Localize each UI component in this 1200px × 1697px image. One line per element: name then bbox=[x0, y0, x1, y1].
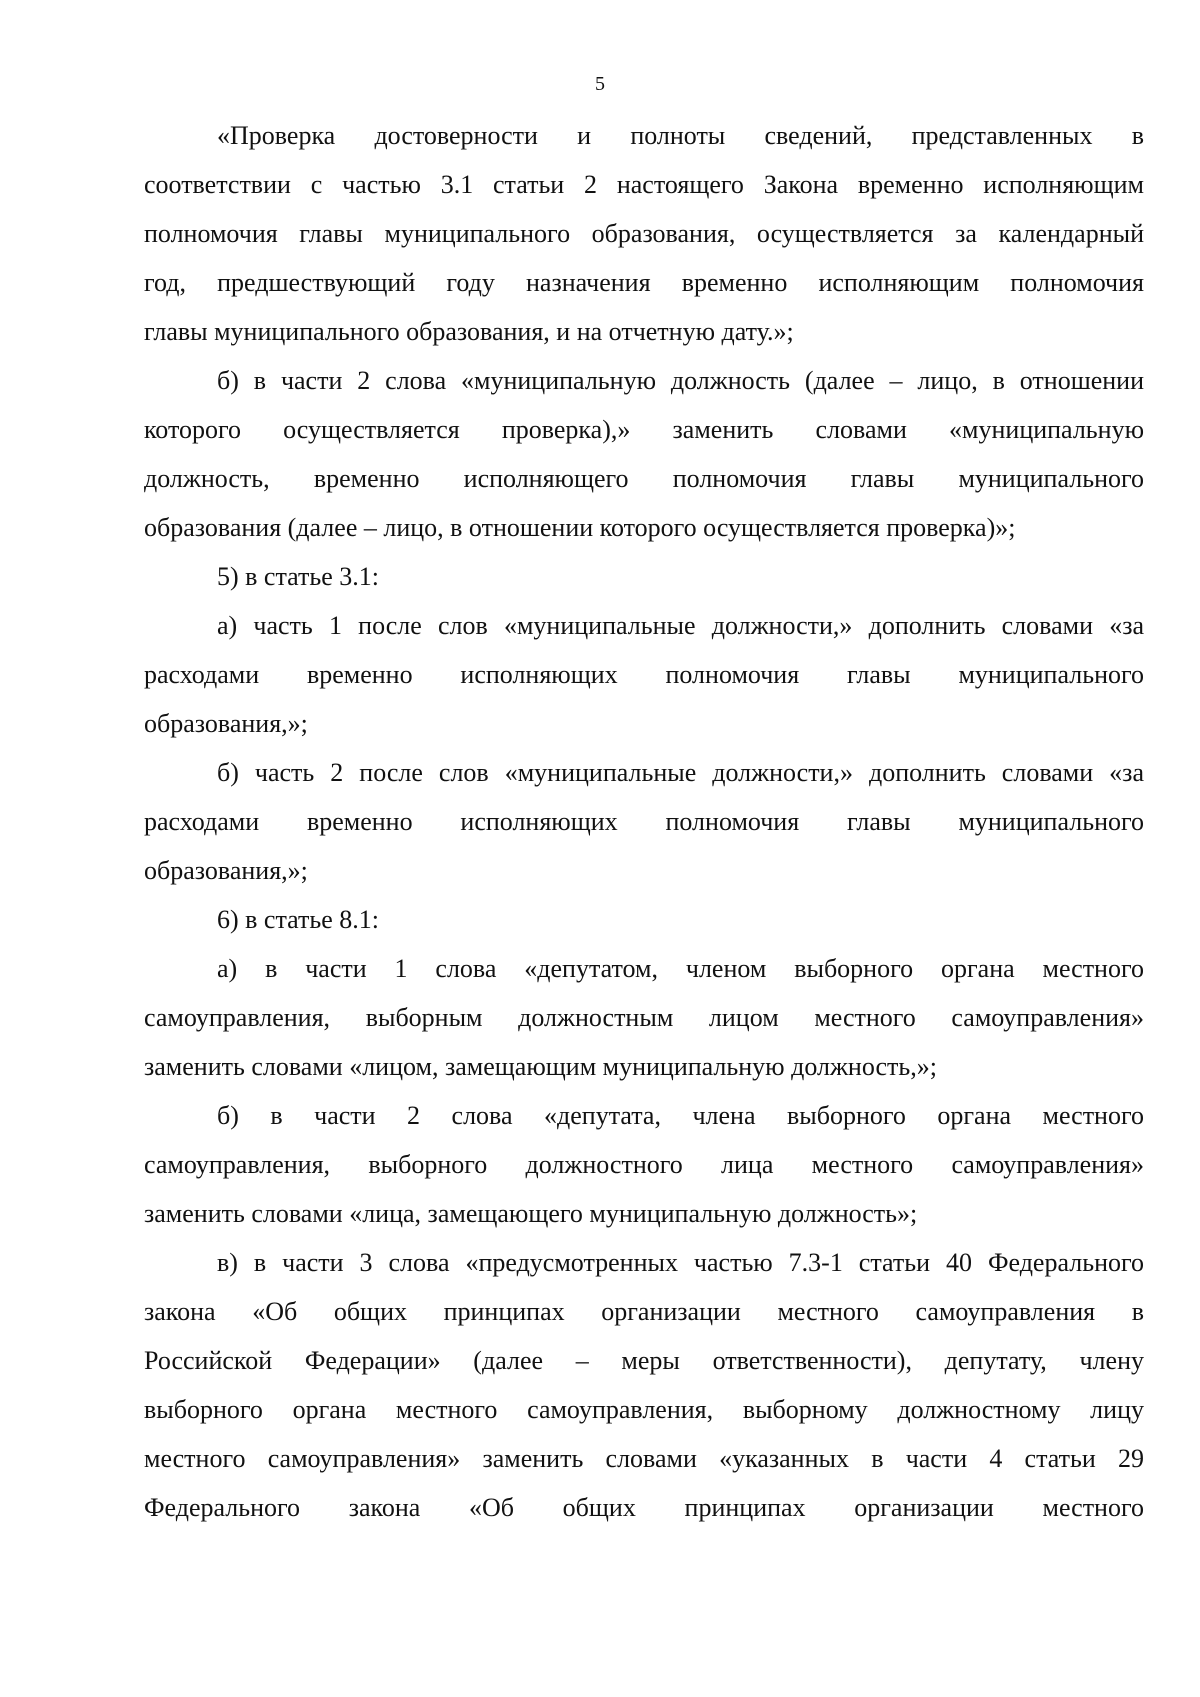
text-line: б) часть 2 после слов «муниципальные должности,» дополнить словами «за bbox=[217, 758, 1144, 787]
text-line: соответствии с частью 3.1 статьи 2 настоящего Закона временно исполняющим bbox=[144, 170, 1144, 199]
text-line: 5) в статье 3.1: bbox=[217, 562, 380, 591]
text-line: заменить словами «лицом, замещающим муниципальную должность,»; bbox=[144, 1052, 937, 1081]
text-line: самоуправления, выборного должностного лица местного самоуправления» bbox=[144, 1150, 1144, 1179]
text-line: б) в части 2 слова «муниципальную должность (далее – лицо, в отношении bbox=[217, 366, 1144, 395]
text-line: должность, временно исполняющего полномочия главы муниципального bbox=[144, 464, 1144, 493]
text-line: а) в части 1 слова «депутатом, членом выборного органа местного bbox=[217, 954, 1144, 983]
text-line: выборного органа местного самоуправления, выборному должностному лицу bbox=[144, 1395, 1144, 1424]
text-line: расходами временно исполняющих полномочия главы муниципального bbox=[144, 660, 1144, 689]
text-line: образования (далее – лицо, в отношении которого осуществляется проверка)»; bbox=[144, 513, 1016, 542]
text-line: 6) в статье 8.1: bbox=[217, 905, 380, 934]
text-line: б) в части 2 слова «депутата, члена выборного органа местного bbox=[217, 1101, 1144, 1130]
text-line: Федерального закона «Об общих принципах организации местного bbox=[144, 1493, 1144, 1522]
text-line: «Проверка достоверности и полноты сведений, представленных в bbox=[217, 121, 1144, 150]
text-line: год, предшествующий году назначения временно исполняющим полномочия bbox=[144, 268, 1144, 297]
text-line: образования,»; bbox=[144, 709, 308, 738]
text-line: местного самоуправления» заменить словами «указанных в части 4 статьи 29 bbox=[144, 1444, 1144, 1473]
text-line: образования,»; bbox=[144, 856, 308, 885]
text-line: а) часть 1 после слов «муниципальные должности,» дополнить словами «за bbox=[217, 611, 1144, 640]
text-line: расходами временно исполняющих полномочия главы муниципального bbox=[144, 807, 1144, 836]
text-line: заменить словами «лица, замещающего муниципальную должность»; bbox=[144, 1199, 918, 1228]
text-line: полномочия главы муниципального образования, осуществляется за календарный bbox=[144, 219, 1144, 248]
document-body-text bbox=[144, 111, 1144, 1532]
text-line: закона «Об общих принципах организации местного самоуправления в bbox=[144, 1297, 1144, 1326]
text-line: Российской Федерации» (далее – меры ответственности), депутату, члену bbox=[144, 1346, 1144, 1375]
text-line: главы муниципального образования, и на отчетную дату.»; bbox=[144, 317, 794, 346]
text-line: которого осуществляется проверка),» заменить словами «муниципальную bbox=[144, 415, 1144, 444]
text-line: самоуправления, выборным должностным лицом местного самоуправления» bbox=[144, 1003, 1144, 1032]
text-line: в) в части 3 слова «предусмотренных частью 7.3-1 статьи 40 Федерального bbox=[217, 1248, 1144, 1277]
page-number: 5 bbox=[595, 73, 605, 95]
